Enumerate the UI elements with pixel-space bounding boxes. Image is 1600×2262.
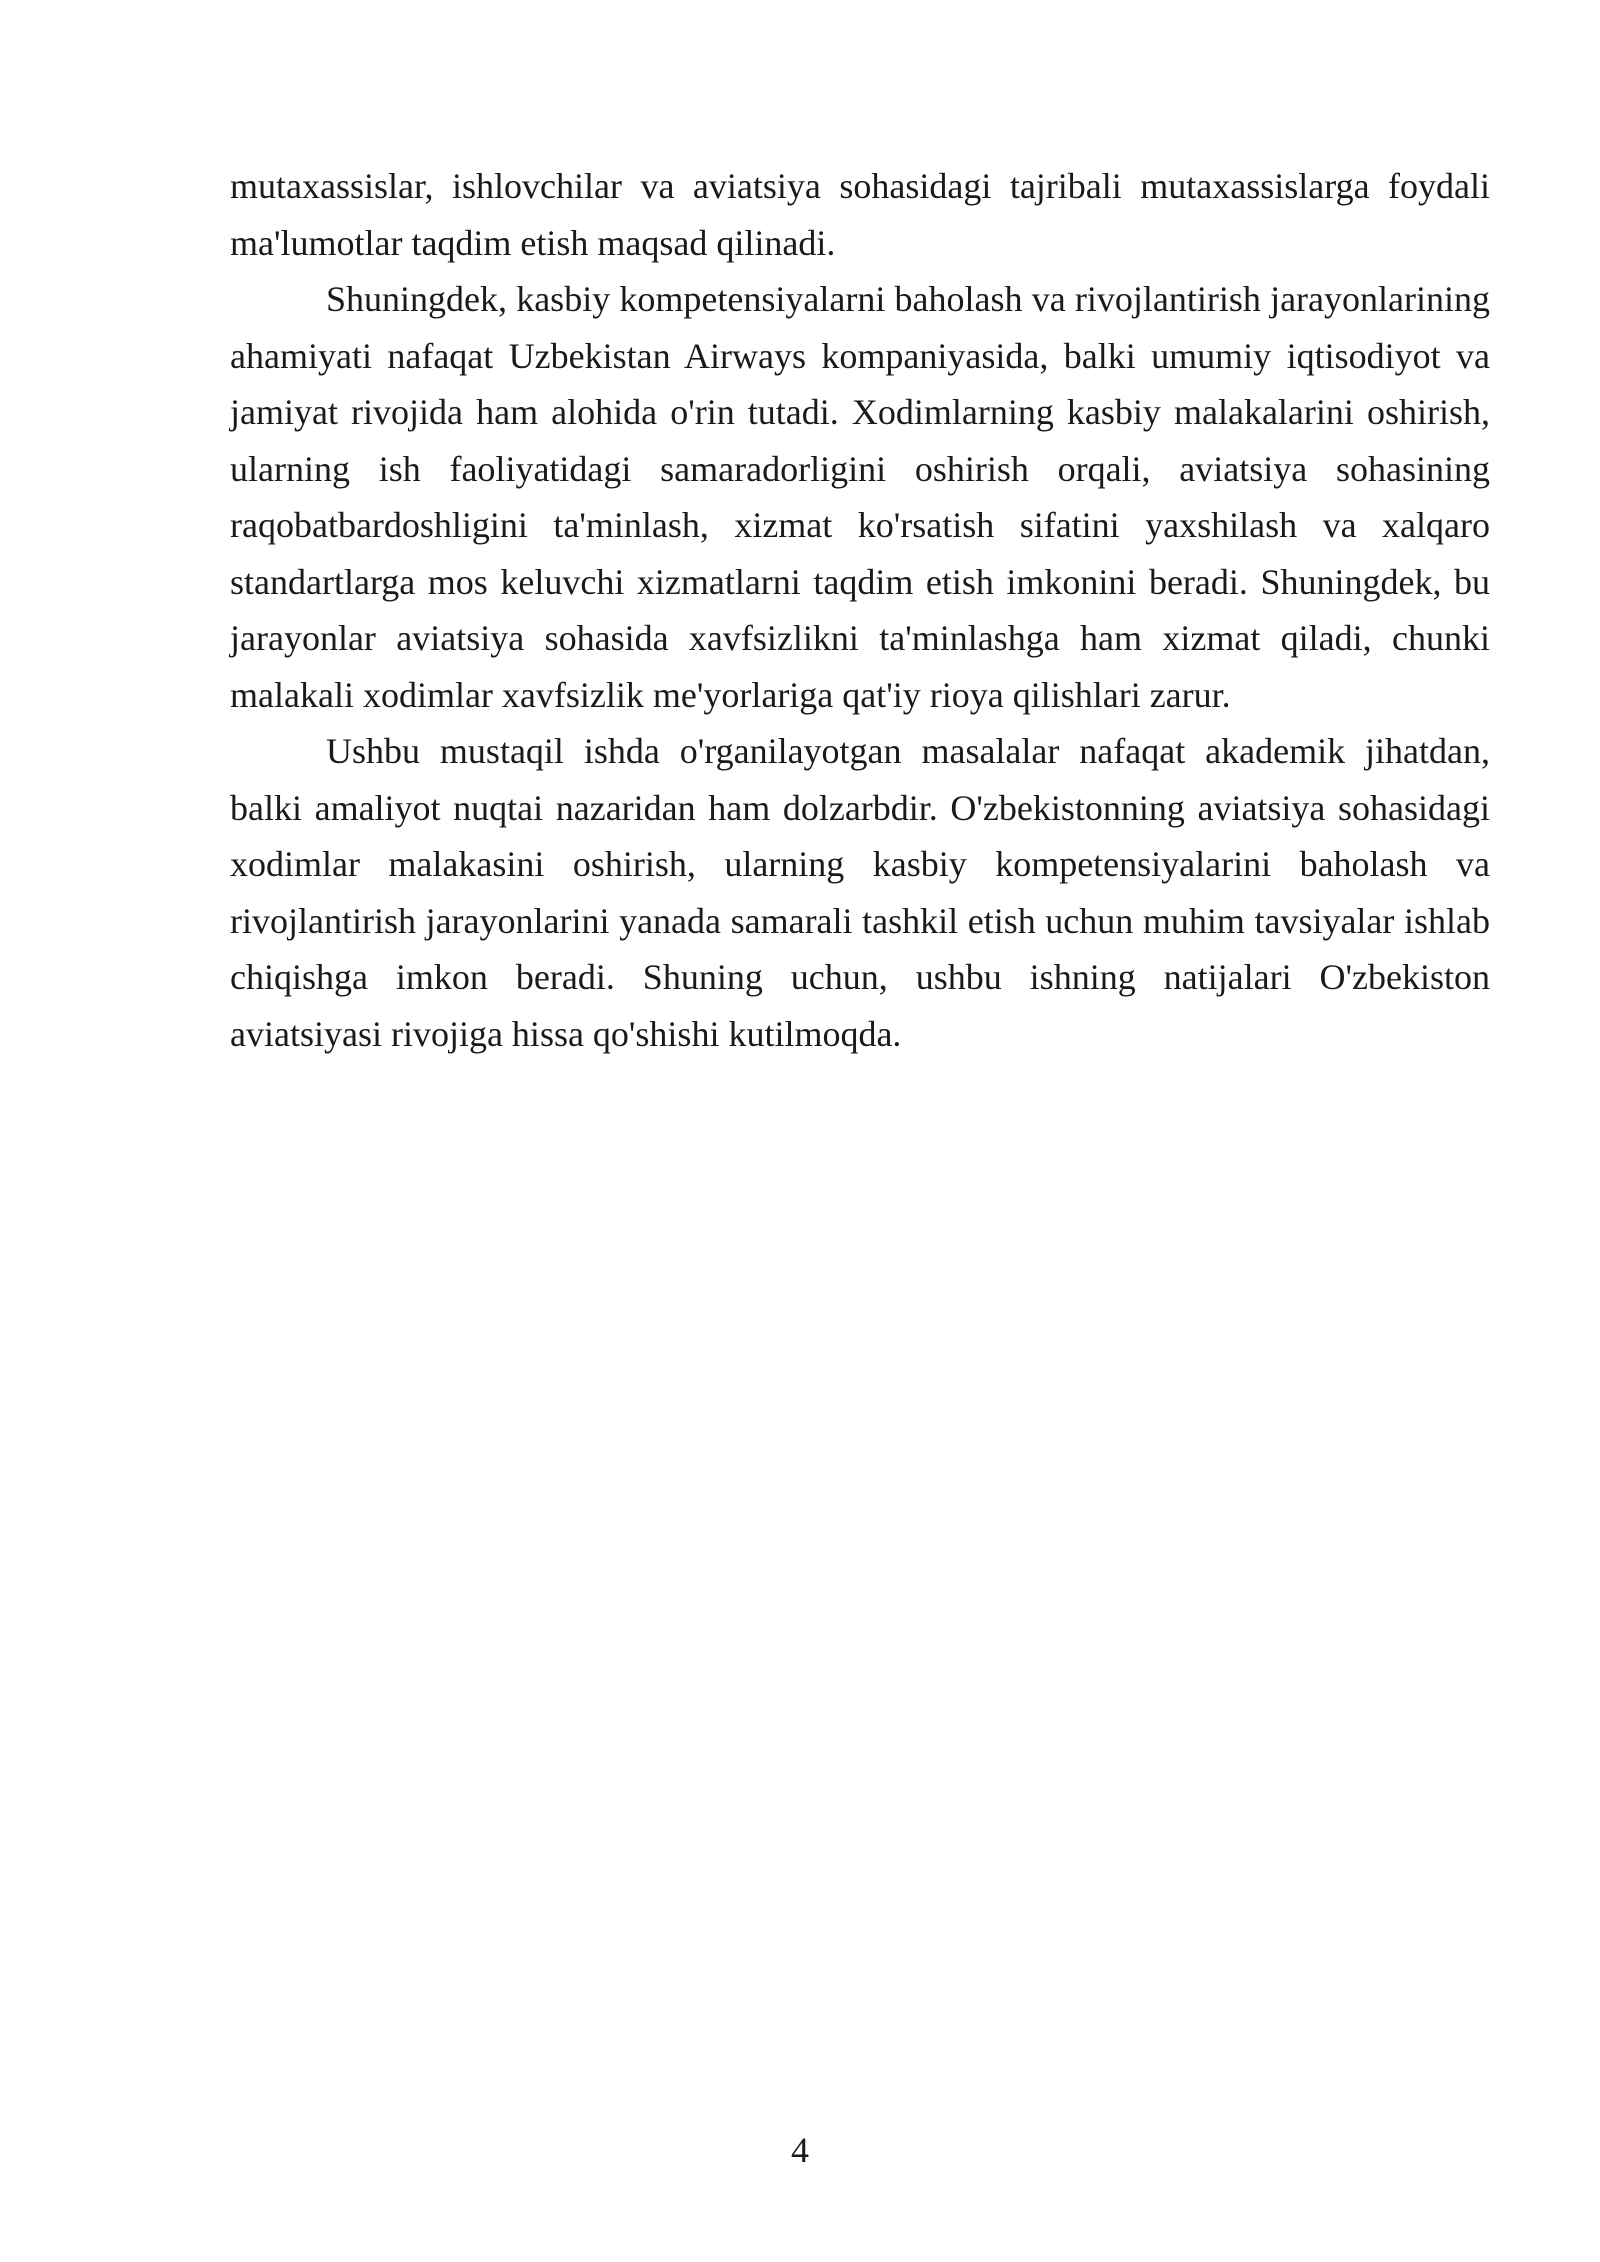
paragraph-3: Ushbu mustaqil ishda o'rganilayotgan masalalar nafaqat akademik jihatdan, balki amaliyot nuqtai nazaridan ham dolzarbdir. O'zbekistonning aviatsiya sohasidagi xodimlar malakasini oshirish, ularning kasbiy kompetensiyalarini baholash va rivojlantirish jarayonlarini yanada samarali tashkil etish uchun muhim tavsiyalar ishlab chiqishga imkon beradi. Shuning uchun, ushbu ishning natijalari O'zbekiston aviatsiyasi rivojiga hissa qo'shishi kutilmoqda. — [230, 731, 1490, 1054]
paragraph-1: mutaxassislar, ishlovchilar va aviatsiya sohasidagi tajribali mutaxassislarga foydali ma'lumotlar taqdim etish maqsad qilinadi. — [230, 166, 1490, 263]
page-content — [230, 158, 1490, 1062]
page-number: 4 — [791, 2130, 809, 2170]
paragraph-2: Shuningdek, kasbiy kompetensiyalarni baholash va rivojlantirish jarayonlarining ahamiyati nafaqat Uzbekistan Airways kompaniyasida, balki umumiy iqtisodiyot va jamiyat rivojida ham alohida o'rin tutadi. Xodimlarning kasbiy malakalarini oshirish, ularning ish faoliyatidagi samaradorligini oshirish orqali, aviatsiya sohasining raqobatbardoshligini ta'minlash, xizmat ko'rsatish sifatini yaxshilash va xalqaro standartlarga mos keluvchi xizmatlarni taqdim etish imkonini beradi. Shuningdek, bu jarayonlar aviatsiya sohasida xavfsizlikni ta'minlashga ham xizmat qiladi, chunki malakali xodimlar xavfsizlik me'yorlariga qat'iy rioya qilishlari zarur. — [230, 279, 1490, 715]
